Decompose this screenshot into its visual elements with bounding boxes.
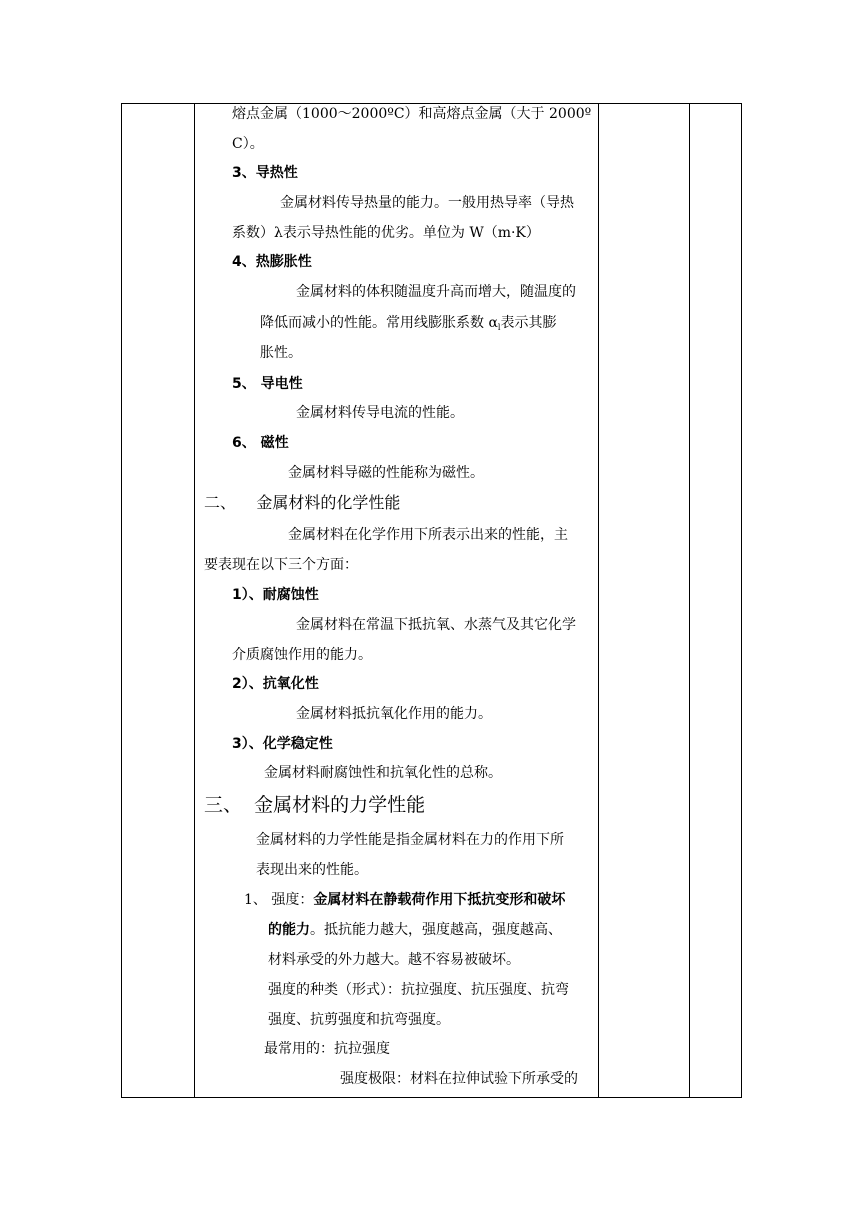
text-span: 降低而减小的性能。常用线膨胀系数 α [260,315,498,331]
text-line: 强度的种类（形式）：抗拉强度、抗压强度、抗弯 [268,982,569,998]
text-line: 金属材料传导电流的性能。 [296,405,464,421]
subheading-conductivity: 5、 导电性 [232,376,303,392]
table-border-right [741,103,742,1098]
text-line: 材料承受的外力越大。越不容易被破坏。 [268,952,520,968]
text-line: 强度极限：材料在拉伸试验下所承受的 [340,1071,578,1087]
text-span: 1、 强度： [244,892,314,908]
subscript: l [497,323,501,332]
table-divider-2 [598,103,599,1098]
text-line: 金属材料导磁的性能称为磁性。 [288,465,484,481]
table-divider-1 [194,103,195,1098]
table-bottom-border [121,1097,742,1098]
text-span: 表示其膨 [500,315,557,331]
subheading-stability: 3）、化学稳定性 [232,736,333,752]
section-heading-chemical: 二、 金属材料的化学性能 [204,493,401,512]
subheading-thermal-conductivity: 3、导热性 [232,165,298,181]
text-line: 最常用的：抗拉强度 [264,1041,390,1057]
subheading-magnetism: 6、 磁性 [232,435,289,451]
subheading-oxidation: 2）、抗氧化性 [232,676,319,692]
text-line [260,314,556,337]
text-line [244,891,565,909]
text-line: 表现出来的性能。 [256,862,368,878]
text-line: 金属材料抵抗氧化作用的能力。 [296,706,492,722]
text-line: C）。 [232,136,264,152]
bold-definition: 金属材料在静载荷作用下抵抗变形和破坏 [313,892,566,908]
text-line: 胀性。 [260,345,302,361]
text-span: 。抵抗能力越大，强度越高，强度越高、 [310,922,562,938]
text-line: 介质腐蚀作用的能力。 [232,647,372,663]
text-line: 系数）λ表示导热性能的优劣。单位为 W（m·K） [232,225,540,241]
text-line: 金属材料的体积随温度升高而增大，随温度的 [296,284,576,300]
text-line [268,921,562,939]
text-line: 金属材料在常温下抵抗氧、水蒸气及其它化学 [296,617,576,633]
table-top-border [121,103,742,104]
text-line: 强度、抗剪强度和抗弯强度。 [268,1012,450,1028]
text-line: 熔点金属（1000～2000ºC）和高熔点金属（大于 2000º [232,106,592,122]
bold-definition: 的能力 [268,922,310,938]
text-line: 要表现在以下三个方面： [204,557,358,573]
table-border-left [121,103,122,1098]
subheading-thermal-expansion: 4、热膨胀性 [232,254,312,270]
text-line: 金属材料耐腐蚀性和抗氧化性的总称。 [264,765,502,781]
text-line: 金属材料传导热量的能力。一般用热导率（导热 [280,195,574,211]
text-line: 金属材料的力学性能是指金属材料在力的作用下所 [256,832,564,848]
section-heading-mechanical: 三、 金属材料的力学性能 [204,794,426,816]
subheading-corrosion: 1）、耐腐蚀性 [232,587,319,603]
table-divider-3 [689,103,690,1098]
text-line: 金属材料在化学作用下所表示出来的性能，主 [288,527,568,543]
